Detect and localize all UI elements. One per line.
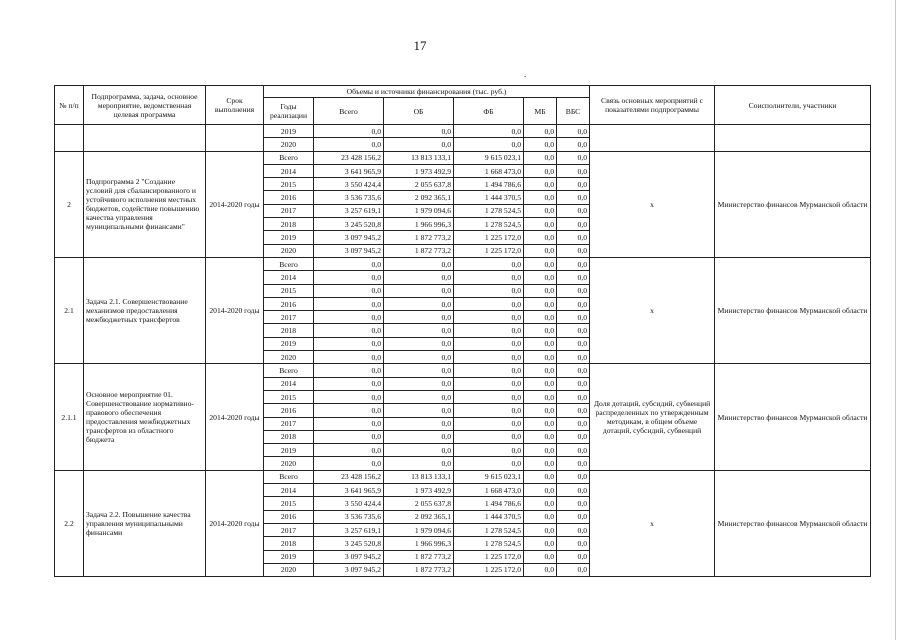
item-partner: Министерство финансов Мурманской области [715,470,871,576]
cell-fb: 1 225 172,0 [454,563,524,576]
cell-ob: 0,0 [384,311,454,324]
table-row [55,470,871,483]
cell-mb: 0,0 [524,550,557,563]
cell-vbs: 0,0 [557,218,590,231]
cell-ob: 0,0 [384,417,454,430]
cell-mb: 0,0 [524,457,557,470]
cell-year: 2016 [264,297,314,310]
cell-vbs: 0,0 [557,257,590,270]
cell-vbs: 0,0 [557,364,590,377]
cell-mb: 0,0 [524,164,557,177]
cell-vbs: 0,0 [557,457,590,470]
cell-total: 23 428 156,2 [314,470,384,483]
page-edge-line [895,0,896,640]
table-body [55,125,871,577]
cell-ob: 1 979 094,6 [384,204,454,217]
cell-mb: 0,0 [524,537,557,550]
cell-mb: 0,0 [524,430,557,443]
cell-year: 2014 [264,164,314,177]
cell-vbs: 0,0 [557,271,590,284]
header-num: № п/п [55,86,84,125]
cell-total: 3 097 945,2 [314,244,384,257]
cell-fb: 1 278 524,5 [454,204,524,217]
cell-ob: 1 872 773,2 [384,550,454,563]
cell-vbs: 0,0 [557,151,590,164]
cell-fb: 0,0 [454,351,524,364]
cell-mb: 0,0 [524,125,557,138]
cell-total: 3 550 424,4 [314,178,384,191]
cell-mb: 0,0 [524,151,557,164]
item-name: Подпрограмма 2 "Создание условий для сбалансированного и устойчивого исполнения местных бюджетов, содействие повышению качества управления муниципальными финансами" [84,151,206,257]
cell-ob: 0,0 [384,430,454,443]
header-mb: МБ [524,98,557,125]
cell-year: 2019 [264,231,314,244]
cell-fb: 0,0 [454,257,524,270]
cell-fb: 0,0 [454,337,524,350]
cell-ob: 0,0 [384,404,454,417]
cell-year: 2017 [264,204,314,217]
cell-year: Всего [264,470,314,483]
cell-vbs: 0,0 [557,377,590,390]
stray-dot: . [524,69,527,79]
item-name: Задача 2.1. Совершенствование механизмов предоставления межбюджетных трансфертов [84,257,206,363]
cell-year: Всего [264,257,314,270]
cell-mb: 0,0 [524,484,557,497]
cell-vbs: 0,0 [557,390,590,403]
item-name: Задача 2.2. Повышение качества управления муниципальными финансами [84,470,206,576]
cell-mb: 0,0 [524,244,557,257]
header-name: Подпрограмма, задача, основное мероприятие, ведомственная целевая программа [84,86,206,125]
cell-fb: 9 615 023,1 [454,151,524,164]
item-term: 2014-2020 годы [206,257,264,363]
item-partner: Министерство финансов Мурманской области [715,364,871,470]
cell-vbs: 0,0 [557,537,590,550]
cell-vbs: 0,0 [557,417,590,430]
header-ob: ОБ [384,98,454,125]
cell-year: 2014 [264,271,314,284]
cell-year: 2019 [264,337,314,350]
cell-total: 0,0 [314,390,384,403]
cell-total: 0,0 [314,125,384,138]
cell-vbs: 0,0 [557,324,590,337]
cell-total: 0,0 [314,417,384,430]
cell-fb: 9 615 023,1 [454,470,524,483]
item-partner: Министерство финансов Мурманской области [715,257,871,363]
cell-mb: 0,0 [524,417,557,430]
cell-total: 0,0 [314,351,384,364]
cell-year: 2018 [264,430,314,443]
cell-year: 2015 [264,178,314,191]
cell-vbs: 0,0 [557,284,590,297]
cell-fb: 0,0 [454,377,524,390]
cell-ob: 0,0 [384,364,454,377]
cell-fb: 1 225 172,0 [454,231,524,244]
cell-ob: 1 979 094,6 [384,523,454,536]
cell-year: 2019 [264,125,314,138]
cell-fb: 0,0 [454,417,524,430]
cell-mb: 0,0 [524,271,557,284]
cell-ob: 13 813 133,1 [384,470,454,483]
cell-year: 2018 [264,324,314,337]
cell-ob: 2 055 637,8 [384,178,454,191]
cell-total: 23 428 156,2 [314,151,384,164]
item-term: 2014-2020 годы [206,151,264,257]
cell-mb: 0,0 [524,497,557,510]
cell-vbs: 0,0 [557,470,590,483]
cell-vbs: 0,0 [557,244,590,257]
cell-ob: 1 973 492,9 [384,164,454,177]
cell-year: 2017 [264,311,314,324]
item-number: 2.1.1 [55,364,84,470]
header-funding: Объемы и источники финансирования (тыс. руб.) [264,86,590,98]
cell-year: 2015 [264,390,314,403]
cell-vbs: 0,0 [557,178,590,191]
cell-fb: 1 494 786,6 [454,178,524,191]
cell-ob: 0,0 [384,271,454,284]
cell-fb: 0,0 [454,364,524,377]
item-indicator-link: x [590,257,715,363]
table-row [55,257,871,270]
table-row [55,364,871,377]
cell-mb: 0,0 [524,390,557,403]
cell-mb: 0,0 [524,297,557,310]
cell-ob: 13 813 133,1 [384,151,454,164]
header-partners: Соисполнители, участники [715,86,871,125]
cell-ob: 1 966 996,3 [384,537,454,550]
cell-year: 2019 [264,444,314,457]
cell-fb: 0,0 [454,457,524,470]
cell-ob: 2 092 365,1 [384,191,454,204]
header-total: Всего [314,98,384,125]
cell-year: Всего [264,364,314,377]
cell-vbs: 0,0 [557,204,590,217]
cell-vbs: 0,0 [557,523,590,536]
cell-mb: 0,0 [524,284,557,297]
cell-total: 0,0 [314,364,384,377]
cell-ob: 0,0 [384,324,454,337]
cell-mb: 0,0 [524,377,557,390]
cell-total: 0,0 [314,257,384,270]
table-row [55,151,871,164]
cell-mb: 0,0 [524,364,557,377]
cell-ob: 0,0 [384,257,454,270]
cell-mb: 0,0 [524,257,557,270]
cell-total: 3 536 735,6 [314,510,384,523]
cell-ob: 1 872 773,2 [384,244,454,257]
cell-year: 2018 [264,218,314,231]
header-link: Связь основных мероприятий с показателями подпрограммы [590,86,715,125]
financing-table [54,85,871,577]
page-number: 17 [413,38,427,53]
cell-ob: 0,0 [384,138,454,151]
cell-ob: 0,0 [384,390,454,403]
cell-year: 2014 [264,484,314,497]
cell-fb: 1 225 172,0 [454,550,524,563]
cell-year: 2020 [264,138,314,151]
table-header [55,86,871,125]
cell-partner-empty [715,125,871,152]
cell-year: 2015 [264,497,314,510]
cell-total: 0,0 [314,377,384,390]
cell-total: 3 257 619,1 [314,204,384,217]
cell-mb: 0,0 [524,563,557,576]
header-years: Годы реализации [264,98,314,125]
cell-mb: 0,0 [524,444,557,457]
cell-total: 0,0 [314,297,384,310]
cell-vbs: 0,0 [557,138,590,151]
cell-mb: 0,0 [524,178,557,191]
item-name: Основное мероприятие 01. Совершенствование нормативно-правового обеспечения предоставления межбюджетных трансфертов из областного бюджета [84,364,206,470]
cell-ob: 0,0 [384,444,454,457]
cell-fb: 0,0 [454,324,524,337]
cell-mb: 0,0 [524,470,557,483]
cell-total: 0,0 [314,311,384,324]
cell-vbs: 0,0 [557,125,590,138]
cell-total: 3 257 619,1 [314,523,384,536]
cell-year: 2016 [264,510,314,523]
cell-total: 0,0 [314,444,384,457]
cell-vbs: 0,0 [557,191,590,204]
header-fb: ФБ [454,98,524,125]
cell-fb: 0,0 [454,125,524,138]
cell-fb: 1 278 524,5 [454,218,524,231]
item-partner: Министерство финансов Мурманской области [715,151,871,257]
cell-fb: 0,0 [454,138,524,151]
cell-fb: 0,0 [454,271,524,284]
cell-year: 2014 [264,377,314,390]
cell-mb: 0,0 [524,523,557,536]
cell-fb: 0,0 [454,297,524,310]
item-indicator-link: Доля дотаций, субсидий, субвенций распределенных по утвержденным методикам, в общем объеме дотаций, субсидий, субвенций [590,364,715,470]
header-vbs: ВБС [557,98,590,125]
cell-fb: 1 278 524,5 [454,537,524,550]
cell-total: 3 097 945,2 [314,550,384,563]
cell-fb: 1 668 473,0 [454,484,524,497]
cell-mb: 0,0 [524,218,557,231]
cell-ob: 2 092 365,1 [384,510,454,523]
cell-ob: 0,0 [384,337,454,350]
cell-mb: 0,0 [524,138,557,151]
cell-ob: 0,0 [384,125,454,138]
cell-mb: 0,0 [524,231,557,244]
cell-year: Всего [264,151,314,164]
item-indicator-link: x [590,470,715,576]
cell-mb: 0,0 [524,191,557,204]
cell-total: 0,0 [314,404,384,417]
cell-fb: 1 444 370,5 [454,510,524,523]
cell-ob: 0,0 [384,377,454,390]
cell-year: 2016 [264,191,314,204]
cell-ob: 0,0 [384,351,454,364]
cell-total: 3 641 965,9 [314,164,384,177]
cell-year: 2016 [264,404,314,417]
cell-total: 0,0 [314,337,384,350]
item-indicator-link: x [590,151,715,257]
cell-mb: 0,0 [524,337,557,350]
cell-year: 2019 [264,550,314,563]
item-number: 2.1 [55,257,84,363]
cell-fb: 1 668 473,0 [454,164,524,177]
cell-fb: 0,0 [454,284,524,297]
cell-fb: 1 494 786,6 [454,497,524,510]
cell-fb: 1 278 524,5 [454,523,524,536]
cell-total: 3 097 945,2 [314,563,384,576]
cell-vbs: 0,0 [557,231,590,244]
cell-fb: 1 444 370,5 [454,191,524,204]
cell-total: 0,0 [314,138,384,151]
cell-vbs: 0,0 [557,430,590,443]
cell-year: 2020 [264,457,314,470]
cell-total: 3 097 945,2 [314,231,384,244]
cell-mb: 0,0 [524,404,557,417]
cell-ob: 2 055 637,8 [384,497,454,510]
item-term: 2014-2020 годы [206,470,264,576]
cell-vbs: 0,0 [557,497,590,510]
cell-year: 2020 [264,351,314,364]
cell-vbs: 0,0 [557,404,590,417]
cell-vbs: 0,0 [557,484,590,497]
cell-vbs: 0,0 [557,510,590,523]
cell-vbs: 0,0 [557,444,590,457]
cell-name-empty [84,125,206,152]
cell-vbs: 0,0 [557,311,590,324]
cell-year: 2020 [264,563,314,576]
cell-mb: 0,0 [524,324,557,337]
cell-year: 2018 [264,537,314,550]
cell-fb: 0,0 [454,390,524,403]
cell-total: 0,0 [314,271,384,284]
cell-mb: 0,0 [524,311,557,324]
cell-term-empty [206,125,264,152]
cell-total: 0,0 [314,457,384,470]
cell-vbs: 0,0 [557,563,590,576]
cell-vbs: 0,0 [557,164,590,177]
cell-total: 3 245 520,8 [314,537,384,550]
cell-vbs: 0,0 [557,297,590,310]
cell-ob: 1 872 773,2 [384,231,454,244]
table-row [55,125,871,138]
cell-ob: 0,0 [384,297,454,310]
cell-total: 3 245 520,8 [314,218,384,231]
cell-fb: 1 225 172,0 [454,244,524,257]
cell-total: 0,0 [314,430,384,443]
cell-ob: 0,0 [384,457,454,470]
header-term: Срок выполнения [206,86,264,125]
item-number: 2.2 [55,470,84,576]
cell-year: 2017 [264,523,314,536]
cell-year: 2017 [264,417,314,430]
cell-fb: 0,0 [454,430,524,443]
cell-mb: 0,0 [524,351,557,364]
cell-vbs: 0,0 [557,351,590,364]
cell-ob: 1 973 492,9 [384,484,454,497]
cell-ob: 0,0 [384,284,454,297]
cell-total: 3 641 965,9 [314,484,384,497]
cell-num-empty [55,125,84,152]
cell-year: 2015 [264,284,314,297]
cell-vbs: 0,0 [557,550,590,563]
cell-total: 3 536 735,6 [314,191,384,204]
cell-total: 0,0 [314,324,384,337]
cell-fb: 0,0 [454,404,524,417]
item-term: 2014-2020 годы [206,364,264,470]
cell-ob: 1 872 773,2 [384,563,454,576]
cell-fb: 0,0 [454,311,524,324]
cell-mb: 0,0 [524,510,557,523]
cell-total: 0,0 [314,284,384,297]
cell-ob: 1 966 996,3 [384,218,454,231]
cell-link-empty [590,125,715,152]
cell-total: 3 550 424,4 [314,497,384,510]
cell-fb: 0,0 [454,444,524,457]
item-number: 2 [55,151,84,257]
cell-vbs: 0,0 [557,337,590,350]
cell-year: 2020 [264,244,314,257]
cell-mb: 0,0 [524,204,557,217]
